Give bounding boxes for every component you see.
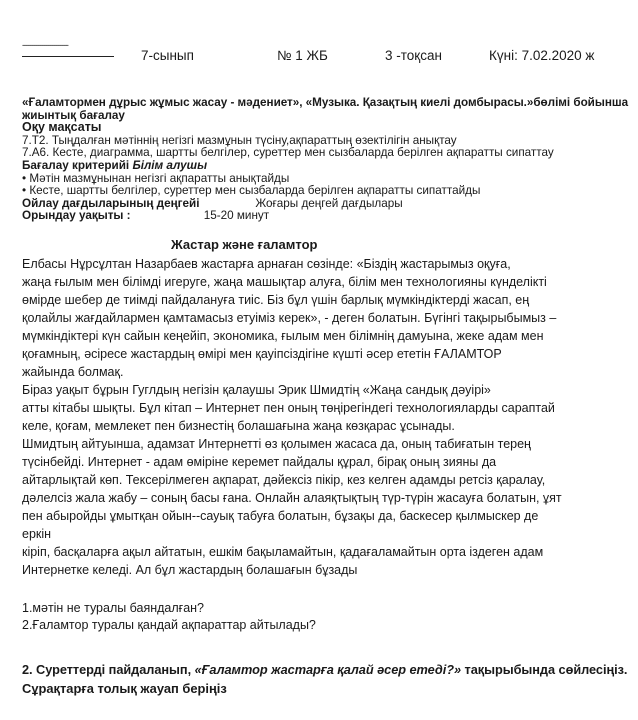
quarter-label: 3 -тоқсан bbox=[385, 48, 442, 63]
section-heading-line-1: «Ғаламтормен дұрыс жұмыс жасау - мәдениет», «Музыка. Қазақтың киелі домбырасы.»бөлімі бойынша bbox=[22, 95, 629, 109]
criterion-item: • Кесте, шартты белгілер, суреттер мен сызбаларда берілген ақпаратты сипаттайды bbox=[22, 183, 481, 198]
task-2-line-1 bbox=[22, 660, 628, 679]
questions-list bbox=[22, 600, 632, 634]
text-line: атты кітабы шықты. Бұл кітап – Интернет пен оның төңірегіндегі технологияларды сараптай bbox=[22, 401, 555, 415]
text-line: жаңа ғылым мен білімді игеруге, жаңа машықтар алуға, білім мен технологияны күнделікті bbox=[22, 275, 547, 289]
text-line: мүмкіндіктері күн сайын кеңейіп, экономика, ғылым мен білімнің дамуына, жеке адам мен bbox=[22, 329, 544, 343]
text-line: түсінбейді. Интернет - адам өміріне керемет пайдалы құрал, бірақ оның зияны да bbox=[22, 455, 497, 469]
date-label: Күні: 7.02.2020 ж bbox=[489, 48, 595, 63]
question-1: 1.мәтін не туралы баяндалған? bbox=[22, 601, 205, 615]
objectives-label: Оқу мақсаты bbox=[22, 120, 102, 135]
text-line: қоғамның, әсіресе жастардың өмірі мен қауіпсіздігіне күшті әсер ететін ҒАЛАМТОР bbox=[22, 347, 502, 361]
text-title: Жастар және ғаламтор bbox=[171, 237, 318, 252]
text-line: еркін bbox=[22, 527, 52, 541]
objective-item: 7.А6. Кесте, диаграмма, шартты белгілер, суреттер мен сызбаларда берілген ақпаратты сипаттау bbox=[22, 145, 554, 160]
text-line: Интернетке келеді. Ал бұл жастардың болашағын бұзады bbox=[22, 563, 358, 577]
text-line: Елбасы Нұрсұлтан Назарбаев жастарға арнаған сөзінде: «Біздің жастарымыз оқуға, bbox=[22, 257, 511, 271]
text-line: дәлелсіз жала жабу – соның басы ғана. Онлайн алаяқтықтың түр-түрін жасауға болатын, ұят bbox=[22, 491, 562, 505]
name-blank-dashes: ----------------------- bbox=[22, 40, 68, 50]
grade-label: 7-сынып bbox=[141, 48, 194, 63]
name-blank-line bbox=[22, 56, 114, 57]
section-heading-line-2: жиынтық бағалау bbox=[22, 107, 125, 122]
text-line: келе, қоғам, мемлекет пен бизнестің болашағына жаңа көзқарас ұсынады. bbox=[22, 419, 455, 433]
time-label: Орындау уақыты : bbox=[22, 208, 131, 223]
task-2 bbox=[22, 660, 632, 698]
objective-item: 7.Т2. Тыңдалған мәтіннің негізгі мазмұнын түсіну,ақпараттың өзектілігін анықтау bbox=[22, 132, 457, 147]
time-value: 15-20 минут bbox=[203, 208, 270, 223]
skills-label: Ойлау дағдыларының деңгейі bbox=[22, 195, 200, 210]
text-line: жайында болмақ. bbox=[22, 365, 124, 379]
text-line: Біраз уақыт бұрын Гуглдың негізін қалаушы Эрик Шмидтің «Жаңа сандық дәуірі» bbox=[22, 383, 491, 397]
work-number: № 1 ЖБ bbox=[277, 48, 328, 63]
criterion-item: • Мәтін мазмұнынан негізгі ақпаратты анықтайды bbox=[22, 170, 290, 185]
task-2-topic: «Ғаламтор жастарға қалай әсер етеді?» bbox=[194, 662, 462, 677]
assessment-info bbox=[22, 96, 632, 222]
text-line: Шмидтың айтуынша, адамзат Интернетті өз қолымен жасаса да, оның табиғатын терең bbox=[22, 437, 531, 451]
text-line: қолайлы жағдайлармен қамтамасыз етуіміз керек», - деген болатын. Бүгінгі тақырыбымыз – bbox=[22, 311, 557, 325]
time-row bbox=[22, 209, 628, 222]
skills-value: Жоғары деңгей дағдылары bbox=[255, 195, 403, 210]
criteria-label: Бағалау критерийі bbox=[22, 157, 130, 172]
question-2: 2.Ғаламтор туралы қандай ақпараттар айтылады? bbox=[22, 618, 316, 632]
task-2-line-2: Сұрақтарға толық жауап беріңіз bbox=[22, 681, 227, 696]
text-line: пен абыройды ұмытқан ойын--сауық табуға болатын, бұзақы да, баскесер қылмыскер де bbox=[22, 509, 539, 523]
text-line: өмірде шебер де тиімді пайдалануға тиіс. Біз бұл үшін барлық мүмкіндіктерді жасап, ең bbox=[22, 293, 530, 307]
reading-text bbox=[22, 255, 632, 579]
criteria-sub-label: Білім алушы bbox=[132, 157, 208, 172]
text-line: айтарлықтай көп. Тексерілмеген ақпарат, дәйексіз пікір, кез келген адамды ретсіз қаралау, bbox=[22, 473, 546, 487]
task-2-prefix: 2. Суреттерді пайдаланып, bbox=[22, 662, 195, 677]
task-2-suffix: тақырыбында сөйлесіңіз. bbox=[461, 662, 628, 677]
text-line: кіріп, басқаларға ақыл айтатын, ешкім бақыламайтын, қадағаламайтын орта іздеген адам bbox=[22, 545, 544, 559]
